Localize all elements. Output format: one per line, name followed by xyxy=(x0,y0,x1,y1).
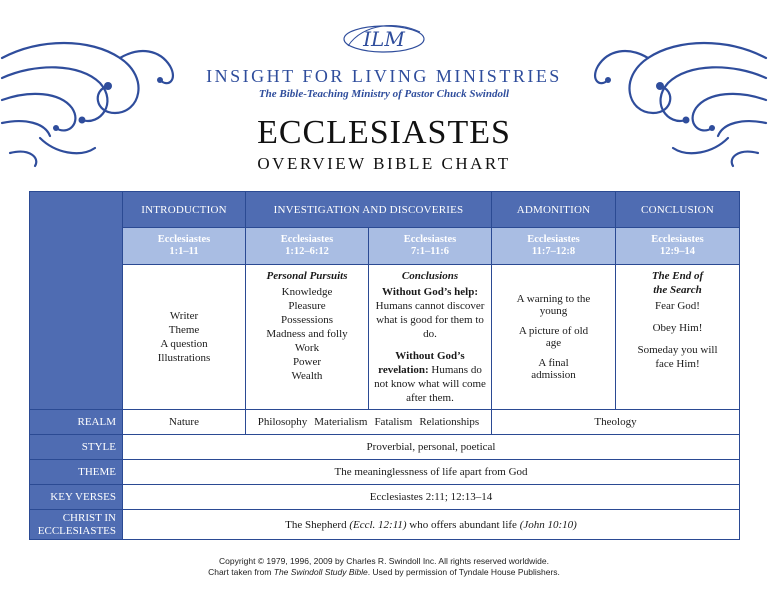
reference-verses: 1:12–6:12 xyxy=(285,246,329,257)
list-item: Knowledge xyxy=(281,286,333,298)
corner-cell xyxy=(30,192,123,410)
list-item: Madness and folly xyxy=(266,328,348,340)
organization-name: INSIGHT FOR LIVING MINISTRIES xyxy=(206,66,562,86)
page-title: ECCLESIASTES xyxy=(257,114,511,151)
conclusion-text-1: Humans cannot discover what is good for them to do. xyxy=(375,300,485,340)
realm-item: Relationships xyxy=(419,416,480,428)
style-row xyxy=(30,435,740,460)
realm-item: Fatalism xyxy=(374,416,413,428)
section-header-investigation: INVESTIGATION AND DISCOVERIES xyxy=(246,192,492,228)
admonition-content-cell xyxy=(492,265,616,410)
reference-book: Ecclesiastes xyxy=(527,234,580,245)
realm-theology-cell: Theology xyxy=(492,410,740,435)
list-item: A picture of old age xyxy=(518,325,589,349)
list-item: Work xyxy=(294,342,320,354)
reference-row xyxy=(30,228,740,265)
reference-book: Ecclesiastes xyxy=(157,234,211,245)
reference-verses: 11:7–12:8 xyxy=(531,246,576,257)
conclusion-paragraph-1 xyxy=(373,285,487,341)
conclusion-bold-2: Without God’s revelation: xyxy=(378,350,465,376)
logo-monogram-text: ILM xyxy=(363,27,405,51)
christ-value-cell: The Shepherd (Eccl. 12:11) who offers abundant life (John 10:10) xyxy=(123,510,740,540)
key-verses-row xyxy=(30,485,740,510)
reference-verses: 12:9–14 xyxy=(660,246,695,257)
conclusions-title: Conclusions xyxy=(401,270,459,282)
scripture-reference: (John 10:10) xyxy=(519,518,577,531)
reference-book: Ecclesiastes xyxy=(651,234,704,245)
conclusion-paragraph-2 xyxy=(373,349,487,405)
reference-verses: 1:1–11 xyxy=(169,246,199,257)
conclusion-title: The End of the Search xyxy=(651,270,704,296)
content-row xyxy=(30,265,740,410)
row-label-theme: THEME xyxy=(30,460,123,485)
section-header-conclusion: CONCLUSION xyxy=(616,192,740,228)
source-line: Chart taken from The Swindoll Study Bible. Used by permission of Tyndale House Publishers. xyxy=(208,567,560,577)
reference-verses: 7:1–11:6 xyxy=(411,246,449,257)
list-item: Theme xyxy=(168,324,200,336)
conclusion-bold-1: Without God’s help: xyxy=(382,286,478,298)
row-label-style: STYLE xyxy=(30,435,123,460)
reference-cell xyxy=(492,228,616,265)
list-item: Obey Him! xyxy=(652,322,703,334)
overview-chart-table xyxy=(29,191,740,540)
row-label-key-verses: KEY VERSES xyxy=(30,485,123,510)
realm-investigation-cell xyxy=(246,410,492,435)
key-verses-value-cell: Ecclesiastes 2:11; 12:13–14 xyxy=(123,485,740,510)
realm-item: Philosophy xyxy=(257,416,308,428)
page-subtitle: OVERVIEW BIBLE CHART xyxy=(257,154,511,173)
personal-pursuits-cell xyxy=(246,265,369,410)
organization-tagline: The Bible-Teaching Ministry of Pastor Chuck Swindoll xyxy=(258,88,510,100)
list-item: Someday you will face Him! xyxy=(637,344,718,370)
list-item: Writer xyxy=(169,310,199,322)
reference-cell xyxy=(616,228,740,265)
realm-item: Materialism xyxy=(314,416,368,428)
copyright-footer xyxy=(0,556,768,578)
list-item: Illustrations xyxy=(157,352,211,364)
conclusions-cell xyxy=(369,265,492,410)
list-item: A final admission xyxy=(531,357,576,381)
list-item: Pleasure xyxy=(288,300,326,312)
realm-row xyxy=(30,410,740,435)
intro-content-cell xyxy=(123,265,246,410)
list-item: A question xyxy=(160,338,208,350)
copyright-line: Copyright © 1979, 1996, 2009 by Charles R. Swindoll Inc. All rights reserved worldwide. xyxy=(219,556,549,566)
row-label-christ-in-ecclesiastes: CHRIST IN ECCLESIASTES xyxy=(30,510,123,540)
list-item: Power xyxy=(292,356,322,368)
list-item: Wealth xyxy=(291,370,323,382)
reference-cell xyxy=(369,228,492,265)
christ-row xyxy=(30,510,740,540)
list-item: Fear God! xyxy=(655,300,700,312)
source-book-title: The Swindoll Study Bible xyxy=(273,567,368,577)
theme-value-cell: The meaninglessness of life apart from God xyxy=(123,460,740,485)
personal-pursuits-title: Personal Pursuits xyxy=(266,270,348,282)
list-item: Possessions xyxy=(281,314,333,326)
conclusion-text-2: Humans do not know what will come after them. xyxy=(374,364,486,404)
reference-cell xyxy=(123,228,246,265)
ilm-monogram-logo-icon xyxy=(338,18,430,60)
theme-row xyxy=(30,460,740,485)
section-header-introduction: INTRODUCTION xyxy=(123,192,246,228)
reference-book: Ecclesiastes xyxy=(403,234,457,245)
section-header-row xyxy=(30,192,740,228)
realm-intro-cell: Nature xyxy=(123,410,246,435)
list-item: A warning to the young xyxy=(516,293,591,317)
reference-cell xyxy=(246,228,369,265)
scripture-reference: (Eccl. 12:11) xyxy=(349,518,407,531)
conclusion-content-cell xyxy=(616,265,740,410)
section-header-admonition: ADMONITION xyxy=(492,192,616,228)
row-label-realm: REALM xyxy=(30,410,123,435)
style-value-cell: Proverbial, personal, poetical xyxy=(123,435,740,460)
reference-book: Ecclesiastes xyxy=(280,234,334,245)
